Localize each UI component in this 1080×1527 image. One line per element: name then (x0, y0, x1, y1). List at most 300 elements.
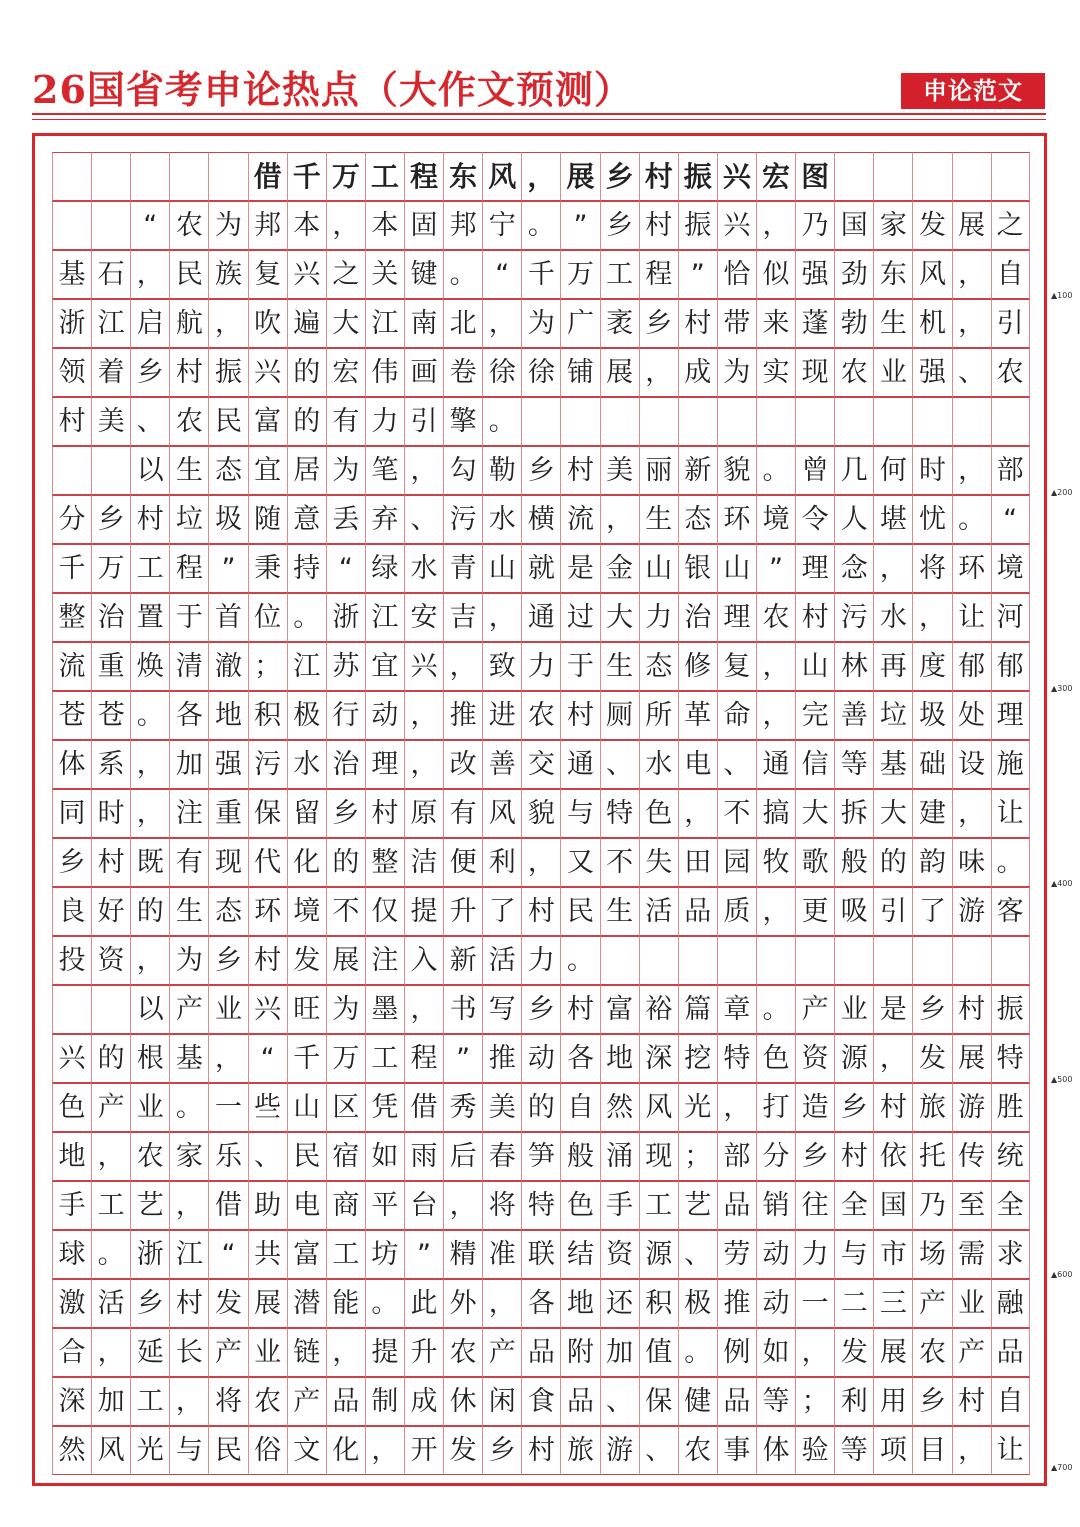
grid-cell: 为 (208, 201, 247, 250)
char-count-mark: ▲300 (1051, 684, 1073, 693)
grid-cell: ， (482, 593, 521, 642)
grid-cell: 艺 (678, 1181, 717, 1230)
grid-cell: 、 (600, 740, 639, 789)
grid-cell: 与 (834, 1230, 873, 1279)
grid-cell: 园 (717, 838, 756, 887)
grid-cell: 外 (443, 1279, 482, 1328)
grid-cell: 食 (521, 1377, 560, 1426)
grid-cell: 江 (365, 299, 404, 348)
char-count-mark: ▲100 (1051, 291, 1073, 300)
grid-cell: 代 (248, 838, 287, 887)
grid-cell: 铺 (560, 348, 599, 397)
grid-cell: 苍 (52, 691, 91, 740)
grid-cell: 农 (130, 1132, 169, 1181)
grid-cell: 村 (521, 887, 560, 936)
grid-cell: 是 (873, 985, 912, 1034)
grid-cell: 础 (912, 740, 951, 789)
grid-cell: 雨 (404, 1132, 443, 1181)
grid-cell: 延 (130, 1328, 169, 1377)
grid-cell: 休 (443, 1377, 482, 1426)
grid-cell: 村 (169, 348, 208, 397)
grid-cell: 工 (600, 250, 639, 299)
grid-cell: 品 (560, 1377, 599, 1426)
grid-cell: 合 (52, 1328, 91, 1377)
grid-cell: ， (443, 642, 482, 691)
grid-cell: 农 (443, 1328, 482, 1377)
grid-cell: 利 (834, 1377, 873, 1426)
grid-cell (639, 936, 678, 985)
grid-cell: 极 (678, 1279, 717, 1328)
grid-cell: 的 (873, 838, 912, 887)
grid-cell: ， (326, 201, 365, 250)
grid-cell: 治 (678, 593, 717, 642)
grid-cell: 流 (52, 642, 91, 691)
grid-cell: 为 (521, 299, 560, 348)
grid-cell: 、 (678, 1230, 717, 1279)
grid-cell: 些 (248, 1083, 287, 1132)
grid-cell: 治 (91, 593, 130, 642)
title-char-cell (169, 152, 208, 201)
grid-cell: 现 (208, 838, 247, 887)
grid-cell: 托 (912, 1132, 951, 1181)
grid-cell: 就 (521, 544, 560, 593)
grid-cell: 命 (717, 691, 756, 740)
grid-cell: 然 (52, 1426, 91, 1475)
grid-cell: 山 (639, 544, 678, 593)
grid-cell: 特 (600, 789, 639, 838)
grid-cell: ” (756, 544, 795, 593)
grid-cell: 场 (912, 1230, 951, 1279)
grid-cell: 艺 (130, 1181, 169, 1230)
grid-cell: 等 (834, 1426, 873, 1475)
grid-cell: 乡 (91, 495, 130, 544)
grid-cell: 千 (287, 1034, 326, 1083)
grid-cell: 引 (991, 299, 1030, 348)
grid-cell: 过 (560, 593, 599, 642)
grid-cell: 为 (326, 985, 365, 1034)
grid-cell: 革 (678, 691, 717, 740)
grid-cell: 现 (639, 1132, 678, 1181)
grid-cell: 书 (443, 985, 482, 1034)
grid-cell: 旅 (560, 1426, 599, 1475)
grid-cell: 。 (482, 397, 521, 446)
grid-cell: 水 (287, 740, 326, 789)
grid-cell: 风 (639, 1083, 678, 1132)
grid-cell: 笋 (521, 1132, 560, 1181)
grid-cell: ， (521, 838, 560, 887)
grid-cell: 通 (521, 593, 560, 642)
grid-cell: 污 (834, 593, 873, 642)
grid-cell: 村 (834, 1132, 873, 1181)
grid-cell: 乡 (912, 1377, 951, 1426)
grid-cell: 石 (91, 250, 130, 299)
grid-cell: 农 (169, 397, 208, 446)
grid-cell: 宜 (365, 642, 404, 691)
grid-cell: 更 (795, 887, 834, 936)
grid-cell: 村 (795, 593, 834, 642)
grid-cell: 横 (521, 495, 560, 544)
grid-cell: 。 (130, 691, 169, 740)
grid-cell: 浙 (130, 1230, 169, 1279)
grid-cell: 、 (639, 1426, 678, 1475)
grid-cell: 。 (365, 1279, 404, 1328)
grid-cell: 吉 (443, 593, 482, 642)
grid-cell: 旺 (287, 985, 326, 1034)
grid-cell: 电 (678, 740, 717, 789)
grid-cell: 、 (600, 1377, 639, 1426)
grid-cell: 持 (287, 544, 326, 593)
grid-cell: 源 (639, 1230, 678, 1279)
grid-cell: 特 (521, 1181, 560, 1230)
grid-cell: 。 (443, 250, 482, 299)
grid-cell: ， (912, 593, 951, 642)
grid-cell: 目 (912, 1426, 951, 1475)
grid-cell: 工 (326, 1230, 365, 1279)
grid-cell: 环 (717, 495, 756, 544)
grid-cell: 宿 (326, 1132, 365, 1181)
grid-cell: 广 (560, 299, 599, 348)
grid-cell: ， (404, 691, 443, 740)
grid-cell (873, 397, 912, 446)
grid-cell: 现 (795, 348, 834, 397)
char-count-mark: ▲700 (1051, 1463, 1073, 1472)
grid-cell: 大 (600, 593, 639, 642)
grid-cell: 强 (208, 740, 247, 789)
grid-cell: 乡 (639, 299, 678, 348)
grid-cell: 的 (91, 1034, 130, 1083)
grid-cell (991, 397, 1030, 446)
grid-cell: 乡 (130, 1279, 169, 1328)
grid-cell: 般 (560, 1132, 599, 1181)
grid-cell: 水 (404, 544, 443, 593)
grid-cell: 本 (287, 201, 326, 250)
grid-cell: 加 (600, 1328, 639, 1377)
grid-cell: 产 (91, 1083, 130, 1132)
grid-cell: 农 (678, 1426, 717, 1475)
grid-cell: 施 (991, 740, 1030, 789)
grid-cell: 提 (365, 1328, 404, 1377)
grid-cell: 行 (326, 691, 365, 740)
grid-cell: 程 (639, 250, 678, 299)
grid-cell: 、 (717, 740, 756, 789)
grid-cell: 弃 (365, 495, 404, 544)
grid-cell: ， (795, 1328, 834, 1377)
grid-cell: 兴 (287, 250, 326, 299)
grid-cell: 潜 (287, 1279, 326, 1328)
grid-cell: 之 (991, 201, 1030, 250)
grid-cell: ， (600, 495, 639, 544)
grid-cell: 环 (248, 887, 287, 936)
grid-cell: ， (169, 1377, 208, 1426)
grid-cell: 于 (169, 593, 208, 642)
grid-cell: 力 (521, 642, 560, 691)
grid-cell: 设 (952, 740, 991, 789)
grid-cell: 裕 (639, 985, 678, 1034)
grid-cell: 精 (443, 1230, 482, 1279)
grid-cell: 苍 (91, 691, 130, 740)
grid-cell: 融 (991, 1279, 1030, 1328)
grid-cell: 至 (952, 1181, 991, 1230)
grid-cell: 留 (287, 789, 326, 838)
grid-cell: 分 (52, 495, 91, 544)
grid-cell: 的 (326, 838, 365, 887)
grid-cell: 写 (482, 985, 521, 1034)
grid-cell: 拆 (834, 789, 873, 838)
grid-cell: 基 (873, 740, 912, 789)
title-char-cell (208, 152, 247, 201)
grid-cell: 曾 (795, 446, 834, 495)
grid-cell: 兴 (52, 1034, 91, 1083)
grid-cell (795, 936, 834, 985)
grid-cell: 林 (834, 642, 873, 691)
grid-cell: 垃 (169, 495, 208, 544)
grid-cell: 整 (52, 593, 91, 642)
char-count-mark: ▲400 (1051, 879, 1073, 888)
grid-cell: ， (208, 1034, 247, 1083)
grid-cell: 需 (952, 1230, 991, 1279)
grid-cell: ， (482, 1279, 521, 1328)
grid-cell: 动 (365, 691, 404, 740)
grid-cell: 污 (443, 495, 482, 544)
grid-cell: 水 (482, 495, 521, 544)
grid-cell: 再 (873, 642, 912, 691)
grid-cell: 理 (795, 544, 834, 593)
title-char-cell: 村 (639, 152, 678, 201)
grid-cell: 然 (600, 1083, 639, 1132)
title-char-cell: 工 (365, 152, 404, 201)
grid-cell: 交 (521, 740, 560, 789)
grid-cell: 凭 (365, 1083, 404, 1132)
grid-cell: 关 (365, 250, 404, 299)
grid-cell: 化 (287, 838, 326, 887)
grid-cell: 北 (443, 299, 482, 348)
grid-cell (873, 936, 912, 985)
grid-cell: 工 (365, 1034, 404, 1083)
grid-cell: 民 (208, 397, 247, 446)
grid-cell: 部 (991, 446, 1030, 495)
grid-cell: 的 (287, 397, 326, 446)
grid-cell: 态 (208, 887, 247, 936)
grid-cell: 共 (248, 1230, 287, 1279)
grid-cell: 不 (600, 838, 639, 887)
grid-cell: ， (365, 1426, 404, 1475)
grid-cell: 程 (404, 1034, 443, 1083)
grid-cell: 发 (912, 201, 951, 250)
grid-cell: 俗 (248, 1426, 287, 1475)
title-char-cell: ， (521, 152, 560, 201)
grid-cell: 完 (795, 691, 834, 740)
grid-cell: 宁 (482, 201, 521, 250)
grid-cell: 置 (130, 593, 169, 642)
grid-cell (600, 936, 639, 985)
grid-cell: 闲 (482, 1377, 521, 1426)
grid-cell: 程 (169, 544, 208, 593)
grid-cell: 体 (52, 740, 91, 789)
grid-cell: 如 (365, 1132, 404, 1181)
grid-cell: 项 (873, 1426, 912, 1475)
grid-cell: “ (130, 201, 169, 250)
grid-cell: 。 (287, 593, 326, 642)
grid-cell: 圾 (912, 691, 951, 740)
grid-cell: 投 (52, 936, 91, 985)
grid-cell: 勾 (443, 446, 482, 495)
grid-cell (678, 936, 717, 985)
grid-cell: 力 (521, 936, 560, 985)
grid-cell: 业 (834, 985, 873, 1034)
grid-cell: 首 (208, 593, 247, 642)
grid-cell: 整 (365, 838, 404, 887)
grid-cell: 江 (365, 593, 404, 642)
title-char-cell: 千 (287, 152, 326, 201)
grid-cell: 袤 (600, 299, 639, 348)
title-char-cell (130, 152, 169, 201)
grid-cell: 金 (600, 544, 639, 593)
grid-cell: 产 (169, 985, 208, 1034)
grid-cell: 色 (52, 1083, 91, 1132)
grid-cell: 地 (52, 1132, 91, 1181)
grid-cell: 郁 (952, 642, 991, 691)
grid-cell: 二 (834, 1279, 873, 1328)
grid-cell: 生 (600, 642, 639, 691)
grid-cell: 。 (991, 838, 1030, 887)
grid-cell: 处 (952, 691, 991, 740)
grid-cell: 水 (639, 740, 678, 789)
grid-cell: 家 (169, 1132, 208, 1181)
grid-cell: 家 (873, 201, 912, 250)
grid-cell: 几 (834, 446, 873, 495)
grid-cell: 发 (287, 936, 326, 985)
grid-cell: 工 (639, 1181, 678, 1230)
grid-cell: 生 (169, 446, 208, 495)
grid-cell: 涌 (600, 1132, 639, 1181)
grid-cell: 产 (795, 985, 834, 1034)
grid-cell: 圾 (208, 495, 247, 544)
grid-cell: 美 (91, 397, 130, 446)
grid-cell: 品 (717, 1181, 756, 1230)
grid-cell: 了 (482, 887, 521, 936)
grid-cell: 着 (91, 348, 130, 397)
grid-cell: 地 (208, 691, 247, 740)
grid-cell: 文 (287, 1426, 326, 1475)
grid-cell: 色 (756, 1034, 795, 1083)
grid-cell: 风 (91, 1426, 130, 1475)
grid-cell: 随 (248, 495, 287, 544)
grid-cell: 资 (795, 1034, 834, 1083)
grid-cell: 强 (912, 348, 951, 397)
grid-cell: 借 (208, 1181, 247, 1230)
title-char-cell: 风 (482, 152, 521, 201)
grid-cell: 卷 (443, 348, 482, 397)
grid-cell: ， (639, 348, 678, 397)
grid-cell: 展 (600, 348, 639, 397)
grid-cell: 有 (443, 789, 482, 838)
grid-cell: ， (756, 642, 795, 691)
grid-cell: 仅 (365, 887, 404, 936)
grid-cell: 游 (952, 887, 991, 936)
grid-cell: 生 (639, 495, 678, 544)
grid-cell: 色 (639, 789, 678, 838)
grid-cell: ” (678, 250, 717, 299)
grid-cell: 区 (326, 1083, 365, 1132)
grid-cell: 推 (717, 1279, 756, 1328)
grid-cell: 修 (678, 642, 717, 691)
grid-cell (756, 397, 795, 446)
grid-cell: 源 (834, 1034, 873, 1083)
grid-cell: 村 (678, 299, 717, 348)
grid-cell: 风 (912, 250, 951, 299)
grid-cell (952, 936, 991, 985)
grid-cell: 境 (287, 887, 326, 936)
grid-cell: ， (717, 1083, 756, 1132)
grid-cell: 球 (52, 1230, 91, 1279)
grid-cell: 歌 (795, 838, 834, 887)
grid-cell: 于 (560, 642, 599, 691)
grid-cell: 资 (91, 936, 130, 985)
grid-cell: 信 (795, 740, 834, 789)
grid-cell: 江 (287, 642, 326, 691)
grid-cell: 动 (756, 1279, 795, 1328)
grid-cell: 加 (91, 1377, 130, 1426)
grid-cell (912, 397, 951, 446)
grid-cell: 垃 (873, 691, 912, 740)
grid-cell: ， (873, 1034, 912, 1083)
grid-cell: 挖 (678, 1034, 717, 1083)
grid-cell: 重 (91, 642, 130, 691)
grid-cell: 固 (404, 201, 443, 250)
grid-cell: 似 (756, 250, 795, 299)
header-divider (32, 113, 1046, 115)
grid-cell: 山 (482, 544, 521, 593)
grid-cell: 为 (326, 446, 365, 495)
grid-cell: 堪 (873, 495, 912, 544)
grid-cell: 苏 (326, 642, 365, 691)
grid-cell: ， (952, 446, 991, 495)
grid-cell: 一 (795, 1279, 834, 1328)
grid-cell: 结 (560, 1230, 599, 1279)
grid-cell: 光 (130, 1426, 169, 1475)
grid-cell: 推 (443, 691, 482, 740)
grid-cell: ， (952, 1426, 991, 1475)
grid-cell: 生 (169, 887, 208, 936)
grid-cell: 地 (600, 1034, 639, 1083)
grid-cell: 了 (912, 887, 951, 936)
grid-cell: 坊 (365, 1230, 404, 1279)
grid-cell: 。 (521, 201, 560, 250)
grid-cell: 全 (834, 1181, 873, 1230)
grid-cell: 农 (912, 1328, 951, 1377)
grid-cell: 机 (912, 299, 951, 348)
grid-cell: 统 (991, 1132, 1030, 1181)
grid-cell: 不 (326, 887, 365, 936)
grid-cell: 宏 (326, 348, 365, 397)
grid-cell: 基 (52, 250, 91, 299)
grid-cell: 民 (287, 1132, 326, 1181)
grid-cell: 南 (404, 299, 443, 348)
grid-cell: 、 (248, 1132, 287, 1181)
grid-cell: ， (952, 250, 991, 299)
grid-cell (678, 397, 717, 446)
grid-cell: 是 (560, 544, 599, 593)
grid-cell: 活 (639, 887, 678, 936)
grid-cell: 万 (560, 250, 599, 299)
grid-cell: 升 (443, 887, 482, 936)
title-char-cell: 借 (248, 152, 287, 201)
grid-cell: 与 (560, 789, 599, 838)
grid-cell: ， (404, 985, 443, 1034)
grid-cell: 事 (717, 1426, 756, 1475)
grid-cell: “ (482, 250, 521, 299)
grid-cell: 力 (365, 397, 404, 446)
